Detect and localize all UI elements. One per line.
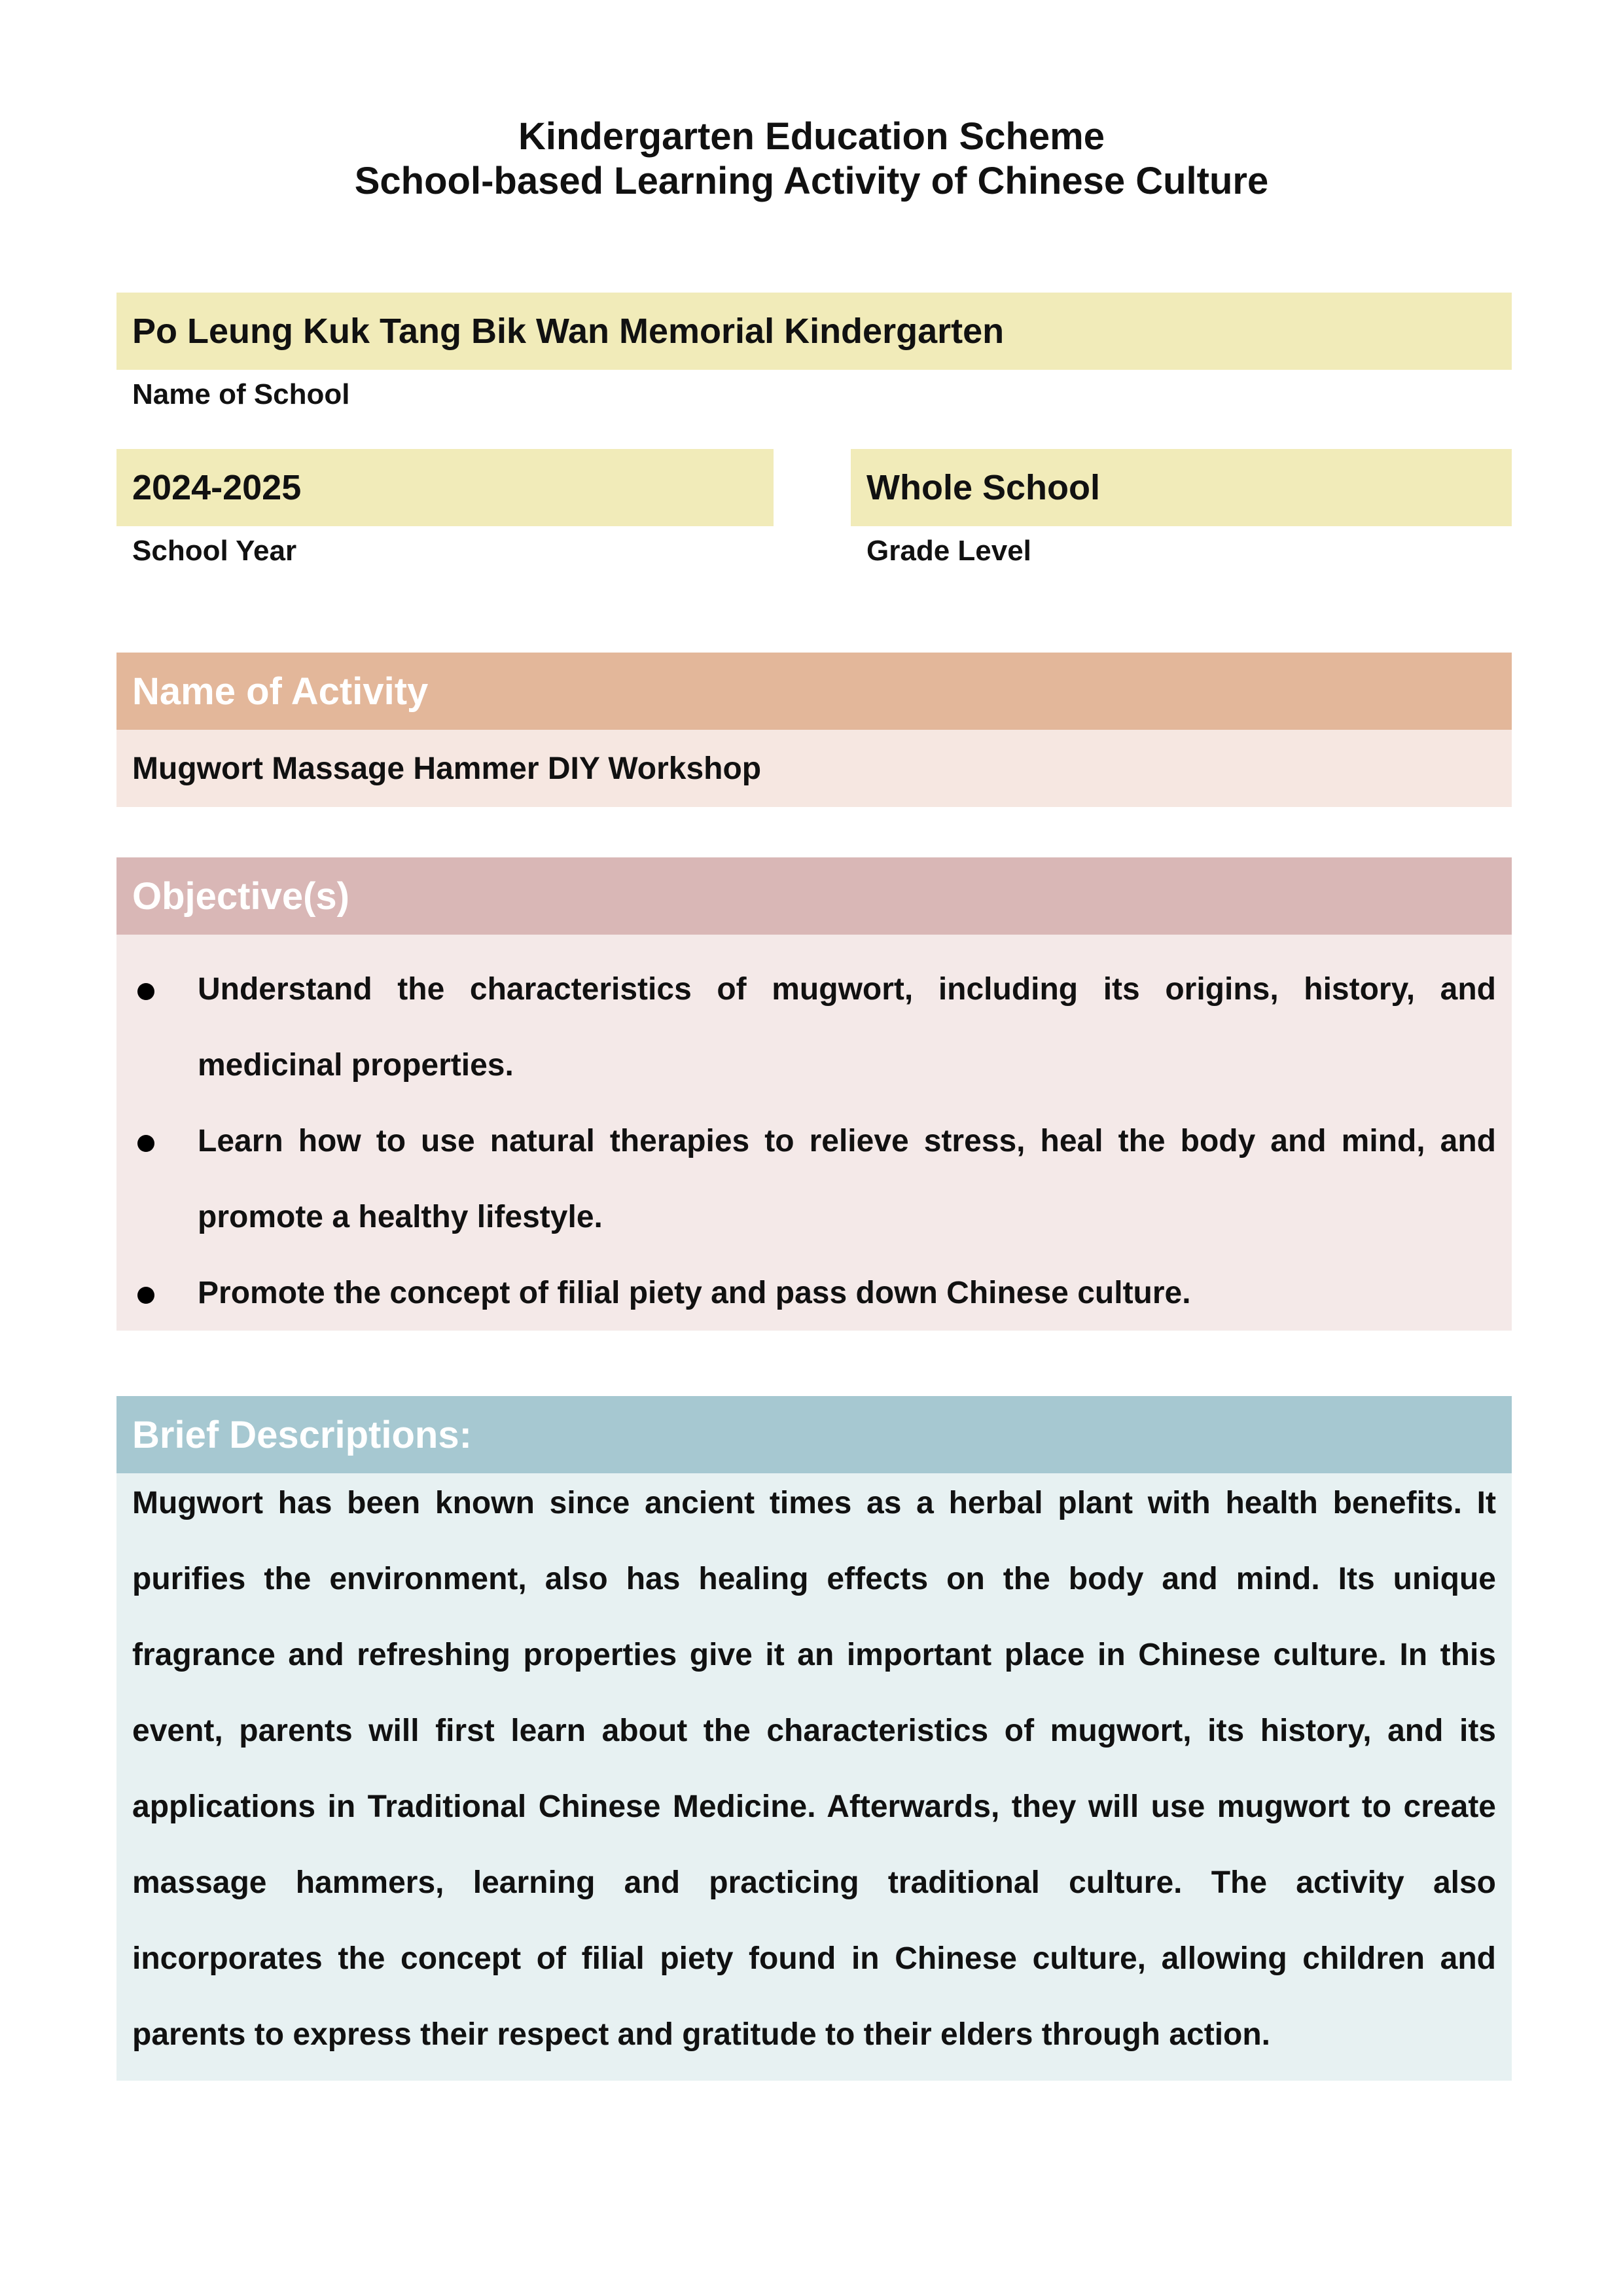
bullet-icon bbox=[137, 1135, 154, 1152]
objective-text: Promote the concept of filial piety and pass down Chinese culture. bbox=[198, 1276, 1191, 1310]
objectives-list bbox=[116, 935, 1512, 1331]
bullet-icon bbox=[137, 1287, 154, 1304]
school-year-field: 2024-2025 bbox=[116, 449, 774, 526]
grade-level-caption: Grade Level bbox=[866, 535, 1031, 567]
page-title-line-1: Kindergarten Education Scheme bbox=[518, 115, 1105, 158]
activity-section-header: Name of Activity bbox=[116, 653, 1512, 730]
objectives-section-header: Objective(s) bbox=[116, 857, 1512, 935]
school-name-caption: Name of School bbox=[132, 378, 350, 410]
page-title bbox=[0, 115, 1623, 204]
page-title-line-2: School-based Learning Activity of Chinese Culture bbox=[354, 160, 1269, 202]
objective-text: Learn how to use natural therapies to relieve stress, heal the body and mind, and promote a healthy lifestyle. bbox=[198, 1124, 1496, 1234]
objective-item bbox=[132, 952, 1496, 1103]
objective-item bbox=[132, 1103, 1496, 1255]
school-year-caption: School Year bbox=[132, 535, 297, 567]
objective-item bbox=[132, 1255, 1496, 1331]
grade-level-field: Whole School bbox=[851, 449, 1512, 526]
objective-text: Understand the characteristics of mugwort, including its origins, history, and medicinal properties. bbox=[198, 972, 1496, 1083]
school-name-field: Po Leung Kuk Tang Bik Wan Memorial Kindergarten bbox=[116, 293, 1512, 370]
brief-section-header: Brief Descriptions: bbox=[116, 1396, 1512, 1473]
activity-name: Mugwort Massage Hammer DIY Workshop bbox=[116, 730, 1512, 807]
brief-description-box bbox=[116, 1473, 1512, 2081]
brief-description-text: Mugwort has been known since ancient times as a herbal plant with health benefits. It purifies the environment, also has healing effects on the body and mind. Its unique fragrance and refreshing properties give it an important place in Chinese culture. In this event, parents will first learn about the characteristics of mugwort, its history, and its applications in Traditional Chinese Medicine. Afterwards, they will use mugwort to create massage hammers, learning and practicing traditional culture. The activity also incorporates the concept of filial piety found in Chinese culture, allowing children and parents to express their respect and gratitude to their elders through action. bbox=[132, 1486, 1496, 2052]
bullet-icon bbox=[137, 983, 154, 1000]
